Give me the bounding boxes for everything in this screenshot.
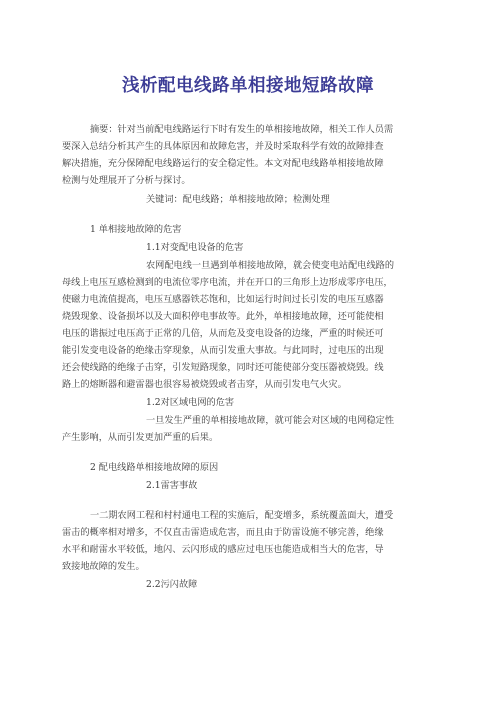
paragraph-line: 农网配电线一旦遇到单相接地故障，就会使变电站配电线路的: [146, 260, 395, 271]
abstract-line: 摘要：针对当前配电线路运行下时有发生的单相接地故障，相关工作人员需: [90, 124, 394, 135]
paragraph-line: 雷击的概率相对增多，不仅直击雷造成危害，而且由于防雷设施不够完善，绝缘: [62, 527, 384, 538]
paragraph-line: 水平和耐雷水平较低，地闪、云闪形成的感应过电压也能造成相当大的危害，导: [62, 544, 384, 555]
paragraph-line: 一二期农网工程和村村通电工程的实施后，配变增多，系统覆盖面大，遭受: [90, 510, 394, 521]
keywords: 关键词：配电线路；单相接地故障；检测处理: [146, 194, 330, 205]
subsection-heading: 1.1对变配电设备的危害: [146, 242, 244, 253]
paragraph-line: 还会使线路的绝缘子击穿，引发短路现象，同时还可能使部分变压器被烧毁。线: [62, 362, 384, 373]
abstract-line: 要深入总结分析其产生的具体原因和故障危害，并及时采取科学有效的故障排查: [62, 141, 384, 152]
subsection-heading: 2.1雷害事故: [146, 480, 198, 491]
document-title: 浅析配电线路单相接地短路故障: [122, 76, 374, 96]
paragraph-line: 致接地故障的发生。: [62, 561, 145, 572]
subsection-heading: 1.2对区域电网的危害: [146, 397, 235, 408]
abstract-line: 解决措施，充分保障配电线路运行的安全稳定性。本文对配电线路单相接地故障: [62, 158, 384, 169]
section-heading: 1 单相接地故障的危害: [90, 224, 182, 235]
paragraph-line: 烧毁现象、设备损坏以及大面积停电事故等。此外，单相接地故障，还可能使相: [62, 311, 384, 322]
paragraph-line: 能引发变电设备的绝缘击穿现象，从而引发重大事故。与此同时，过电压的出现: [62, 345, 384, 356]
paragraph-line: 母线上电压互感检测到的电流位零序电流，并在开口的三角形上边形成零序电压，: [62, 277, 393, 288]
paragraph-line: 产生影响，从而引发更加严重的后果。: [62, 432, 219, 443]
paragraph-line: 路上的熔断器和避雷器也很容易被烧毁或者击穿，从而引发电气火灾。: [62, 379, 347, 390]
subsection-heading: 2.2污闪故障: [146, 579, 198, 590]
abstract-line: 检测与处理展开了分析与探讨。: [62, 175, 191, 186]
section-heading: 2 配电线路单相接地故障的原因: [90, 462, 219, 473]
paragraph-line: 一旦发生严重的单相接地故障，就可能会对区域的电网稳定性: [146, 415, 395, 426]
paragraph-line: 使磁力电流值提高，电压互感器铁芯饱和，比如运行时间过长引发的电压互感器: [62, 294, 384, 305]
paragraph-line: 电压的谐振过电压高于正常的几倍，从而危及变电设备的边缘，严重的时候还可: [62, 328, 384, 339]
